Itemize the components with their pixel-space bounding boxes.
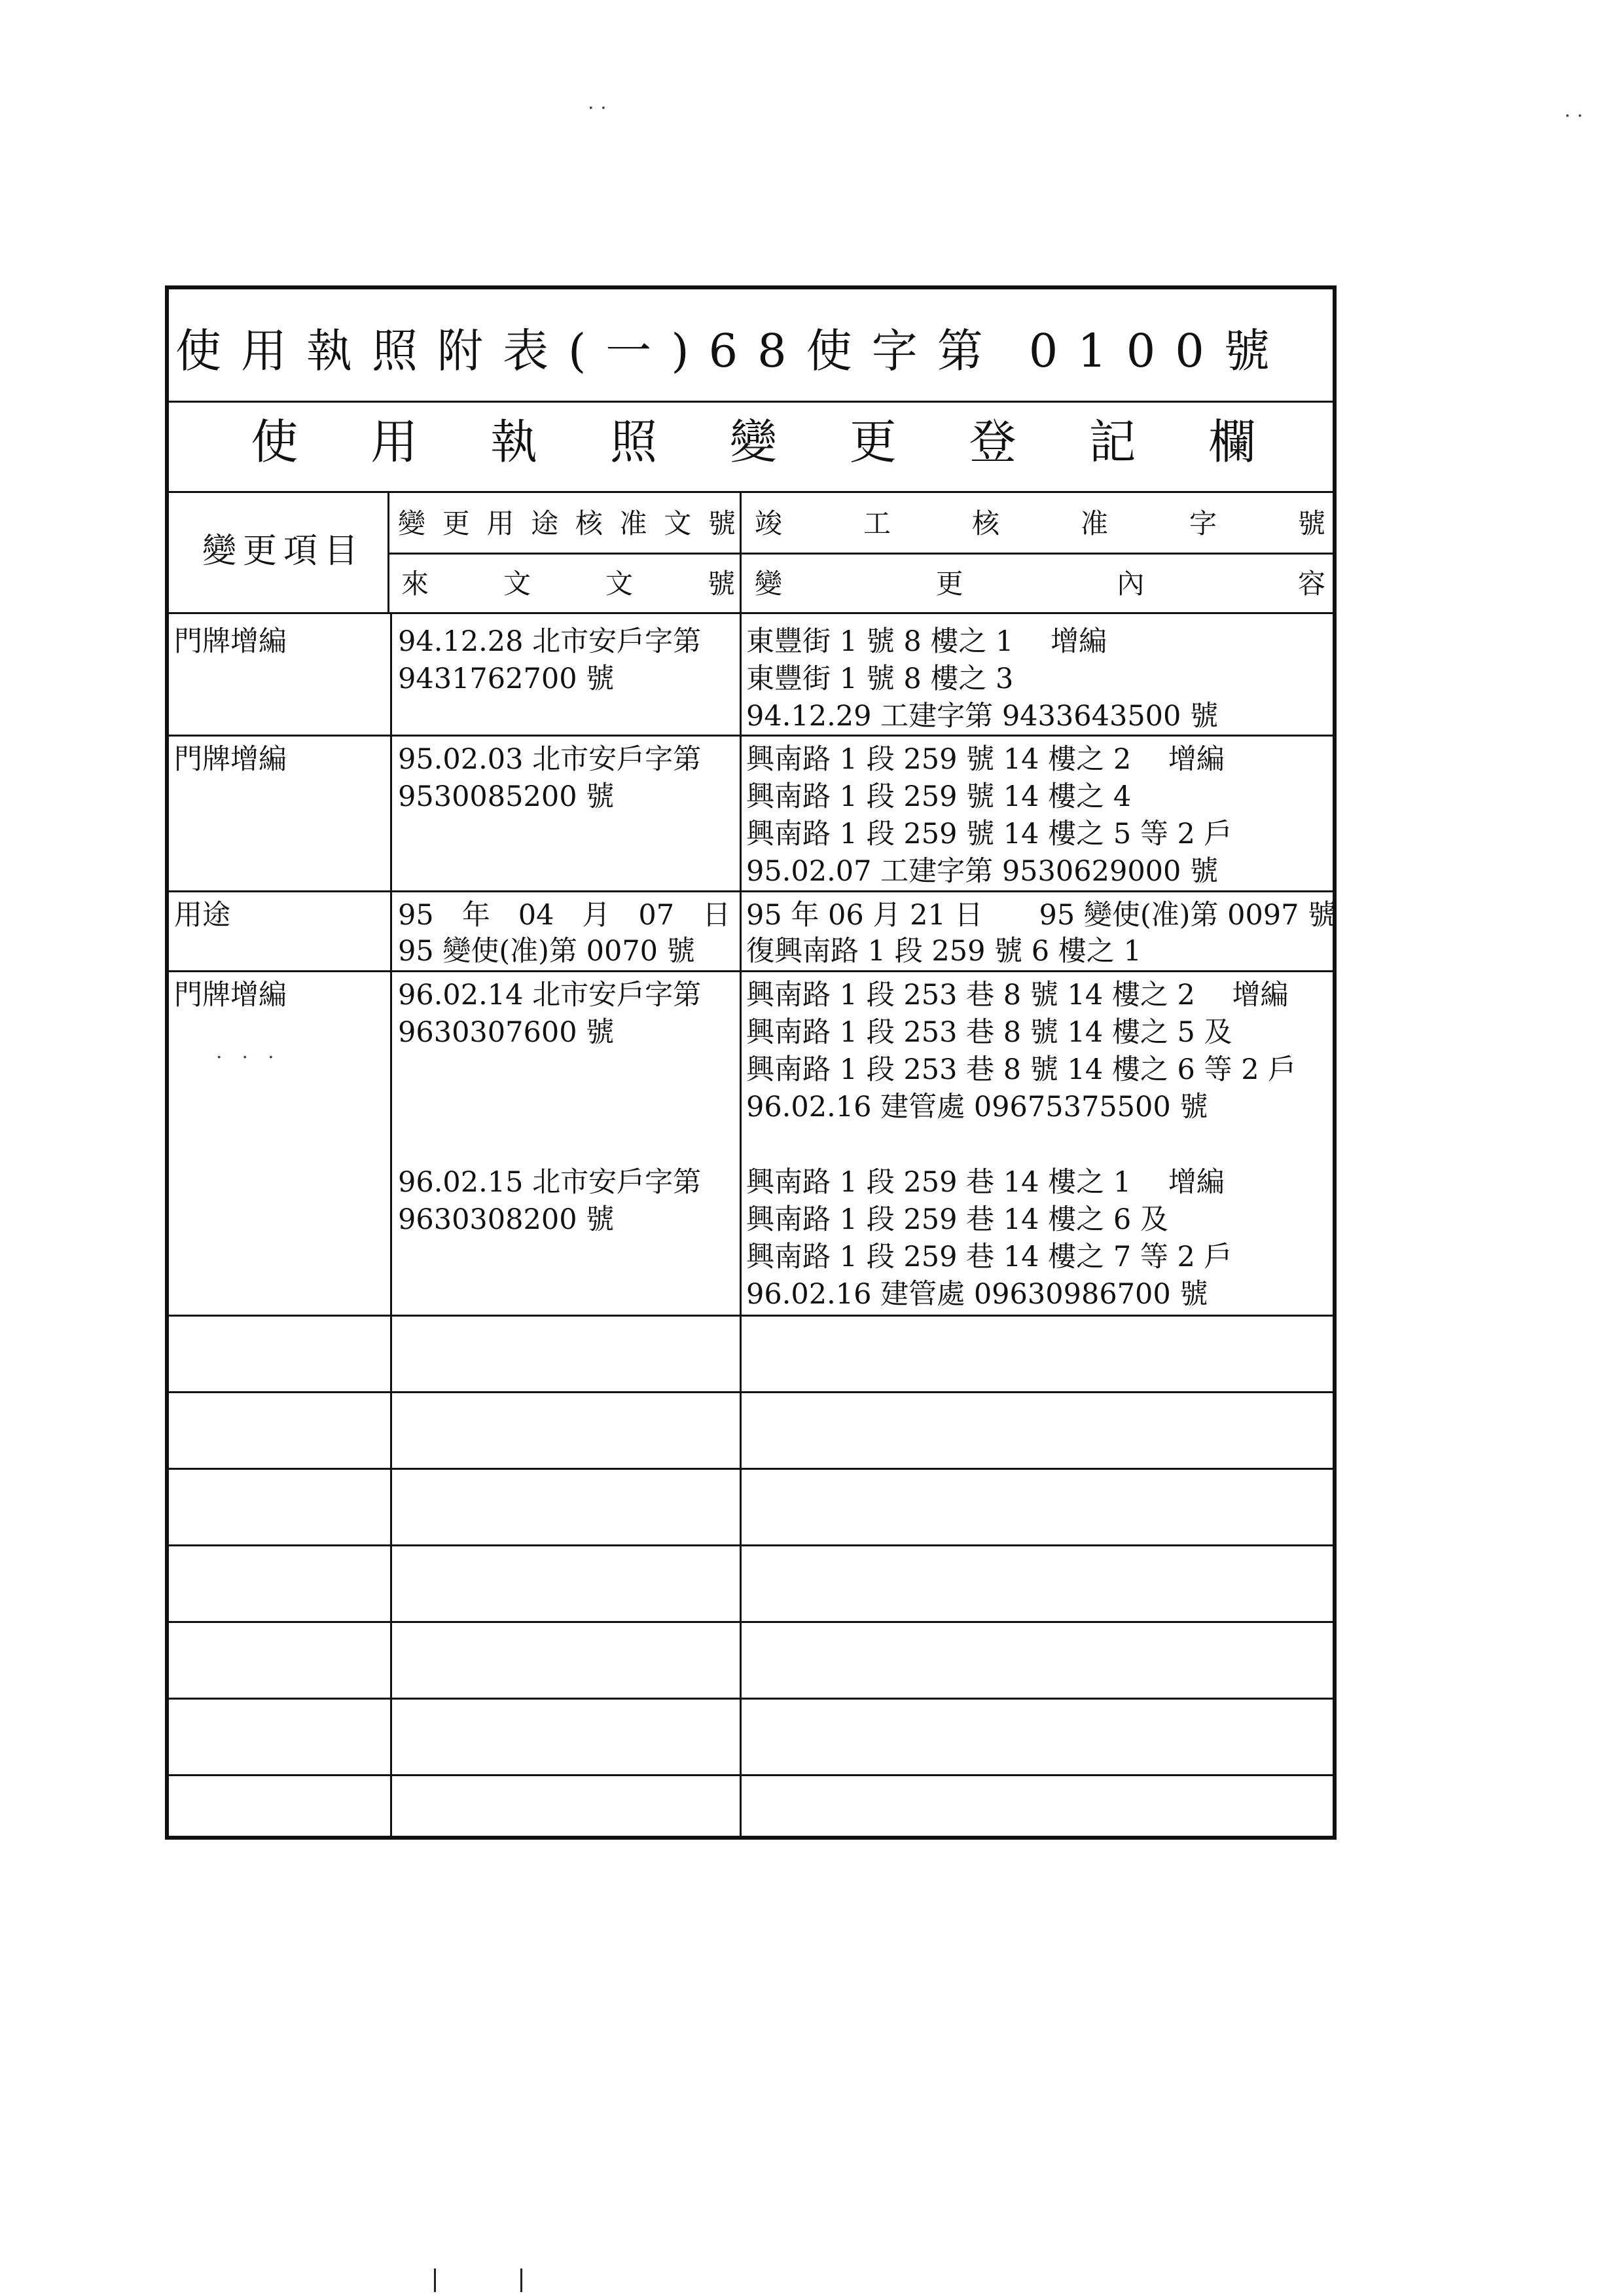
- table-row-content-line: 東豐街 1 號 8 樓之 1 增編: [746, 625, 1107, 658]
- header-char: 號: [707, 568, 735, 600]
- divider: [169, 612, 1333, 614]
- header-char: 號: [708, 507, 736, 539]
- table-row-ref-line: 96.02.14 北市安戶字第: [398, 979, 702, 1011]
- title-char: 使: [806, 324, 872, 378]
- table-row-ref-line: 9630308200 號: [398, 1203, 615, 1236]
- title-char: 照: [372, 324, 437, 378]
- divider: [169, 970, 1333, 972]
- subtitle-char: 用: [370, 414, 418, 469]
- title-char: (一: [568, 324, 672, 378]
- license-change-table: [165, 285, 1337, 1840]
- table-row-ref-line: 9431762700 號: [398, 663, 615, 695]
- header-char: 核: [971, 507, 999, 539]
- subtitle-char: 執: [490, 414, 538, 469]
- subtitle-char: 登: [969, 414, 1016, 469]
- title-char: 字: [871, 324, 937, 378]
- divider: [740, 491, 742, 612]
- header-char: 文: [664, 507, 692, 539]
- subtitle-char: 使: [251, 414, 298, 469]
- header-char: 工: [863, 507, 891, 539]
- table-row-content-line: 興南路 1 段 259 巷 14 樓之 1 增編: [746, 1166, 1225, 1199]
- divider: [387, 491, 389, 612]
- table-row-ref-line: 9530085200 號: [398, 780, 615, 813]
- header-char: 准: [619, 507, 647, 539]
- scan-edge-mark: [520, 2269, 522, 2292]
- scan-speck: · · ·: [216, 1046, 274, 1069]
- header-char: 竣: [755, 507, 783, 539]
- divider: [740, 612, 742, 1836]
- header-char: 來: [401, 568, 429, 600]
- table-row-content-line: 96.02.16 建管處 09675375500 號: [746, 1091, 1208, 1123]
- header-char: 變: [755, 568, 783, 600]
- column-header-change-content: [755, 558, 1325, 610]
- table-row-content-line: 興南路 1 段 259 號 14 樓之 4: [746, 780, 1132, 813]
- column-header-incoming-no: [401, 558, 735, 610]
- column-header-completion-no: [755, 498, 1325, 550]
- table-row-item: 門牌增編: [174, 979, 287, 1011]
- scan-speck: · ·: [588, 97, 607, 120]
- header-char: 變: [398, 507, 426, 539]
- divider: [169, 890, 1333, 892]
- table-row-content-line: 興南路 1 段 253 巷 8 號 14 樓之 2 增編: [746, 979, 1289, 1011]
- divider: [169, 735, 1333, 737]
- empty-row-divider: [169, 1621, 1333, 1623]
- table-row-content-line: 復興南路 1 段 259 號 6 樓之 1: [746, 935, 1142, 968]
- divider: [169, 491, 1333, 493]
- title-char: 號: [1223, 324, 1289, 378]
- title-char: 表: [503, 324, 568, 378]
- divider: [390, 612, 392, 1836]
- table-row-content-line: 96.02.16 建管處 09630986700 號: [746, 1278, 1208, 1311]
- subtitle-char: 記: [1088, 414, 1136, 469]
- empty-row-divider: [169, 1698, 1333, 1700]
- table-row-content-line: 興南路 1 段 253 巷 8 號 14 樓之 5 及: [746, 1016, 1232, 1049]
- scan-edge-mark: [434, 2269, 436, 2292]
- header-char: 文: [503, 568, 531, 600]
- table-row-ref-line: 95 變使(准)第 0070 號: [398, 935, 695, 968]
- table-row-content-line: 94.12.29 工建字第 9433643500 號: [746, 700, 1219, 733]
- title-char: 使: [175, 324, 241, 378]
- title-char: 執: [306, 324, 372, 378]
- header-char: 用: [486, 507, 514, 539]
- title-char: 0100: [1028, 324, 1224, 378]
- header-char: 更: [935, 568, 963, 600]
- header-char: 更: [442, 507, 470, 539]
- title-char: )68: [671, 324, 806, 378]
- table-row-content-line: 興南路 1 段 259 號 14 樓之 2 增編: [746, 743, 1225, 776]
- header-char: 字: [1189, 507, 1217, 539]
- empty-row-divider: [169, 1774, 1333, 1776]
- empty-row-divider: [169, 1544, 1333, 1546]
- divider: [169, 401, 1333, 403]
- table-row-content-line: 興南路 1 段 253 巷 8 號 14 樓之 6 等 2 戶: [746, 1053, 1297, 1086]
- header-char: 途: [531, 507, 559, 539]
- header-char: 號: [1297, 507, 1325, 539]
- page-title: [175, 318, 1331, 384]
- section-title: [175, 406, 1331, 478]
- header-char: 准: [1080, 507, 1108, 539]
- empty-row-divider: [169, 1391, 1333, 1393]
- subtitle-char: 變: [729, 414, 777, 469]
- table-row-item: 門牌增編: [174, 743, 287, 776]
- table-row-content-line: 興南路 1 段 259 巷 14 樓之 6 及: [746, 1203, 1168, 1236]
- title-char: 用: [241, 324, 306, 378]
- subtitle-char: 欄: [1208, 414, 1256, 469]
- scan-speck: · ·: [1564, 105, 1583, 128]
- header-char: 核: [575, 507, 603, 539]
- header-char: 文: [605, 568, 633, 600]
- table-row-item: 門牌增編: [174, 625, 287, 658]
- divider: [169, 1315, 1333, 1317]
- table-row-content-line: 東豐街 1 號 8 樓之 3: [746, 663, 1014, 695]
- header-char: 內: [1117, 568, 1145, 600]
- column-header-item: 變更項目: [202, 532, 365, 571]
- table-row-content-line: 興南路 1 段 259 巷 14 樓之 7 等 2 戶: [746, 1241, 1232, 1273]
- table-row-ref-line: 94.12.28 北市安戶字第: [398, 625, 702, 658]
- column-header-approval-no: [398, 498, 736, 550]
- title-char: 附: [437, 324, 503, 378]
- subtitle-char: 照: [610, 414, 658, 469]
- table-row-content-line: 興南路 1 段 259 號 14 樓之 5 等 2 戶: [746, 818, 1232, 850]
- table-row-content-line: 95 年 06 月 21 日 95 變使(准)第 0097 號: [746, 899, 1337, 932]
- header-char: 容: [1297, 568, 1325, 600]
- title-char: 第: [937, 324, 1003, 378]
- table-row-ref-line: 9630307600 號: [398, 1016, 615, 1049]
- empty-row-divider: [169, 1468, 1333, 1470]
- table-row-ref-line: 95 年 04 月 07 日: [398, 899, 731, 932]
- subtitle-char: 更: [849, 414, 897, 469]
- table-row-ref-line: 96.02.15 北市安戶字第: [398, 1166, 702, 1199]
- table-row-content-line: 95.02.07 工建字第 9530629000 號: [746, 855, 1219, 888]
- table-row-ref-line: 95.02.03 北市安戶字第: [398, 743, 702, 776]
- table-row-item: 用途: [174, 899, 230, 932]
- divider: [387, 553, 1333, 555]
